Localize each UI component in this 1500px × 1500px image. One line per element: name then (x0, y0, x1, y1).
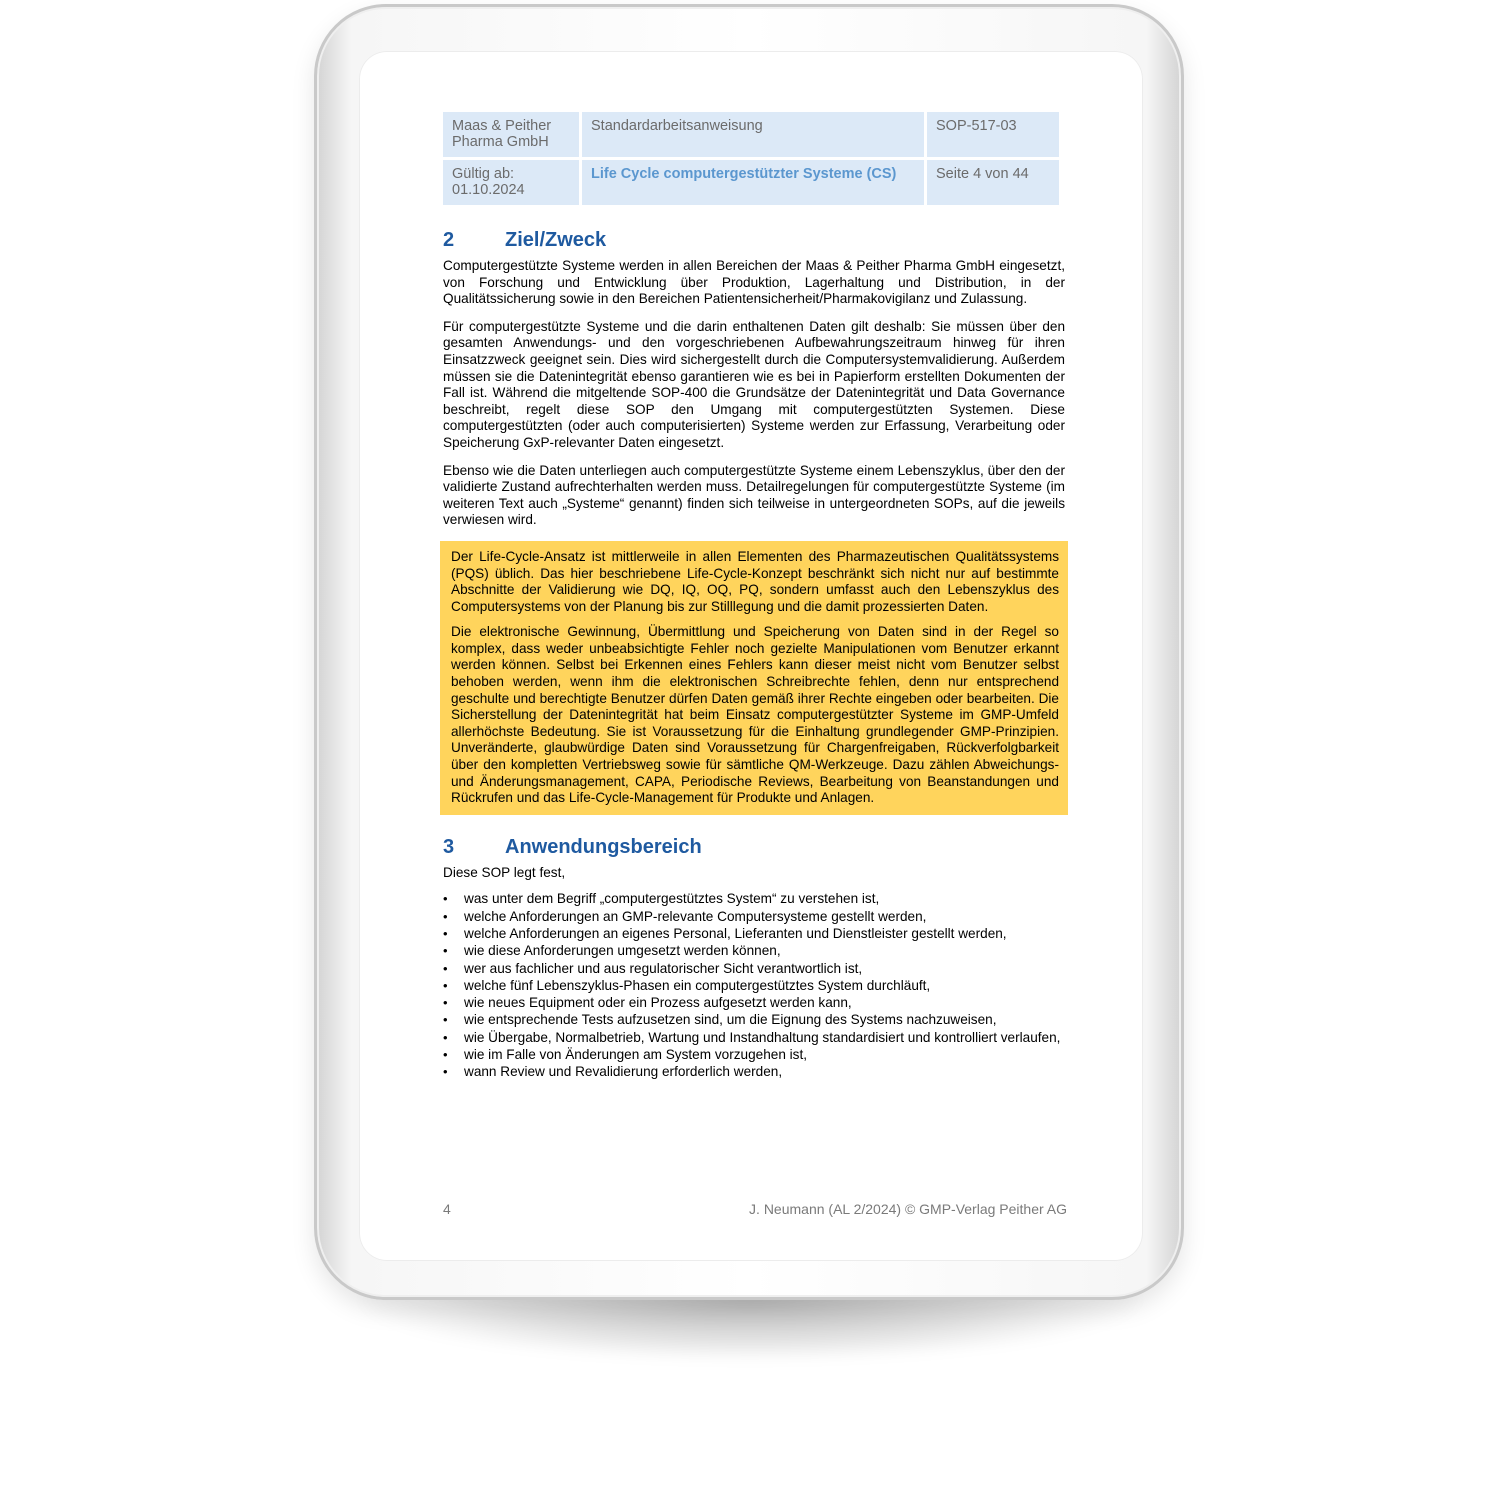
section-title: Ziel/Zweck (505, 229, 607, 251)
paragraph: Für computergestützte Systeme und die darin enthaltenen Daten gilt deshalb: Sie müssen über den gesamten Anwendungs- und den vorgeschriebenen Aufbewahrungszeitraum hinweg für ihren Einsatzzweck geeignet sein. Dies wird sichergestellt durch die Computersystemvalidierung. Außerdem müssen sie die Datenintegrität ebenso garantieren wie es bei in Papierform erstellten Dokumenten der Fall ist. Während die mitgeltende SOP-400 die Grundsätze der Datenintegrität und Data Governance beschreibt, regelt diese SOP den Umgang mit computergestützten Systemen. Diese computergestützten (oder auch computerisierten) Systeme werden zur Erfassung, Verarbeitung oder Speicherung GxP-relevanter Daten eingesetzt. (443, 318, 1065, 450)
footer-copyright: J. Neumann (AL 2/2024) © GMP-Verlag Peither AG (749, 1201, 1067, 1217)
highlight-box (440, 541, 1068, 815)
list-item: • wie neues Equipment oder ein Prozess aufgesetzt werden kann, (443, 995, 1065, 1011)
footer-page-number: 4 (443, 1201, 451, 1217)
section-title: Anwendungsbereich (505, 835, 702, 858)
header-doc-id: SOP-517-03 (927, 112, 1059, 157)
section-heading-ziel-zweck (443, 228, 1065, 252)
scope-list (443, 891, 1065, 1080)
list-item: • wie diese Anforderungen umgesetzt werden können, (443, 943, 1065, 959)
list-item: • wie im Falle von Änderungen am System vorzugehen ist, (443, 1047, 1065, 1063)
tablet-screen (359, 51, 1143, 1261)
paragraph: Computergestützte Systeme werden in allen Bereichen der Maas & Peither Pharma GmbH eingesetzt, von Forschung und Entwicklung über Produktion, Lagerhaltung und Distribution, in der Qualitätssicherung sowie in den Bereichen Patientensicherheit/Pharmakovigilanz und Zulassung. (443, 258, 1065, 307)
header-doc-title: Life Cycle computergestützter Systeme (CS) (582, 160, 924, 205)
header-valid-from: Gültig ab: 01.10.2024 (443, 160, 579, 205)
paragraph: Ebenso wie die Daten unterliegen auch computergestützte Systeme einem Lebenszyklus, über den der validierte Zustand aufrechterhalten werden muss. Detailregelungen für computergestützte Systeme (im weiteren Text auch „Systeme“ genannt) finden sich teilweise in untergeordneten SOPs, auf die jeweils verwiesen wird. (443, 462, 1065, 528)
section-intro: Diese SOP legt fest, (443, 864, 566, 880)
list-item: • was unter dem Begriff „computergestütztes System“ zu verstehen ist, (443, 891, 1065, 907)
list-item: • welche fünf Lebenszyklus-Phasen ein computergestütztes System durchläuft, (443, 978, 1065, 994)
list-item: • welche Anforderungen an GMP-relevante Computersysteme gestellt werden, (443, 909, 1065, 925)
tablet-frame (314, 4, 1184, 1300)
header-page-info: Seite 4 von 44 (927, 160, 1059, 205)
highlight-paragraph: Der Life-Cycle-Ansatz ist mittlerweile in allen Elementen des Pharmazeutischen Qualitätssystems (PQS) üblich. Das hier beschriebene Life-Cycle-Konzept beschränkt sich nicht nur auf bestimmte Abschnitte der Validierung wie DQ, IQ, OQ, PQ, sondern umfasst auch den Lebenszyklus des Computersystems von der Planung bis zur Stilllegung und die damit prozessierten Daten. (451, 548, 1059, 614)
list-item: • welche Anforderungen an eigenes Personal, Lieferanten und Dienstleister gestellt werden, (443, 926, 1065, 942)
header-company: Maas & Peither Pharma GmbH (443, 112, 579, 157)
list-item: • wer aus fachlicher und aus regulatorischer Sicht verantwortlich ist, (443, 961, 1065, 977)
highlight-paragraph: Die elektronische Gewinnung, Übermittlung und Speicherung von Daten sind in der Regel so komplex, dass weder unbeabsichtigte Fehler noch gezielte Manipulationen vom Benutzer erkannt werden können. Selbst bei Erkennen eines Fehlers kann dieser meist nicht vom Benutzer selbst behoben werden, wenn ihm die elektronischen Schreibrechte fehlen, denn nur entsprechend geschulte und berechtigte Benutzer dürfen Daten gemäß ihrer Rechte eingeben oder bearbeiten. Die Sicherstellung der Datenintegrität hat beim Einsatz computergestützter Systeme im GMP-Umfeld allerhöchste Bedeutung. Sie ist Voraussetzung für die Einhaltung grundlegender GMP-Prinzipien. Unveränderte, glaubwürdige Daten sind Voraussetzung für Chargenfreigaben, Rückverfolgbarkeit über den kompletten Vertriebsweg sowie für sämtliche QM-Werkzeuge. Dazu zählen Abweichungs- und Änderungsmanagement, CAPA, Periodische Reviews, Bearbeitung von Beanstandungen und Rückrufen und das Life-Cycle-Management für Produkte und Anlagen. (451, 624, 1059, 806)
section-number: 3 (443, 835, 455, 858)
header-doc-type: Standardarbeitsanweisung (582, 112, 924, 157)
list-item: • wie Übergabe, Normalbetrieb, Wartung und Instandhaltung standardisiert und kontrolliert verlaufen, (443, 1030, 1065, 1046)
document-page (443, 109, 1065, 1082)
section-heading-anwendungsbereich (443, 835, 1065, 859)
section-number: 2 (443, 229, 455, 251)
document-header-table (440, 109, 1062, 208)
list-item: • wie entsprechende Tests aufzusetzen sind, um die Eignung des Systems nachzuweisen, (443, 1012, 1065, 1028)
list-item: • wann Review und Revalidierung erforderlich werden, (443, 1064, 1065, 1080)
